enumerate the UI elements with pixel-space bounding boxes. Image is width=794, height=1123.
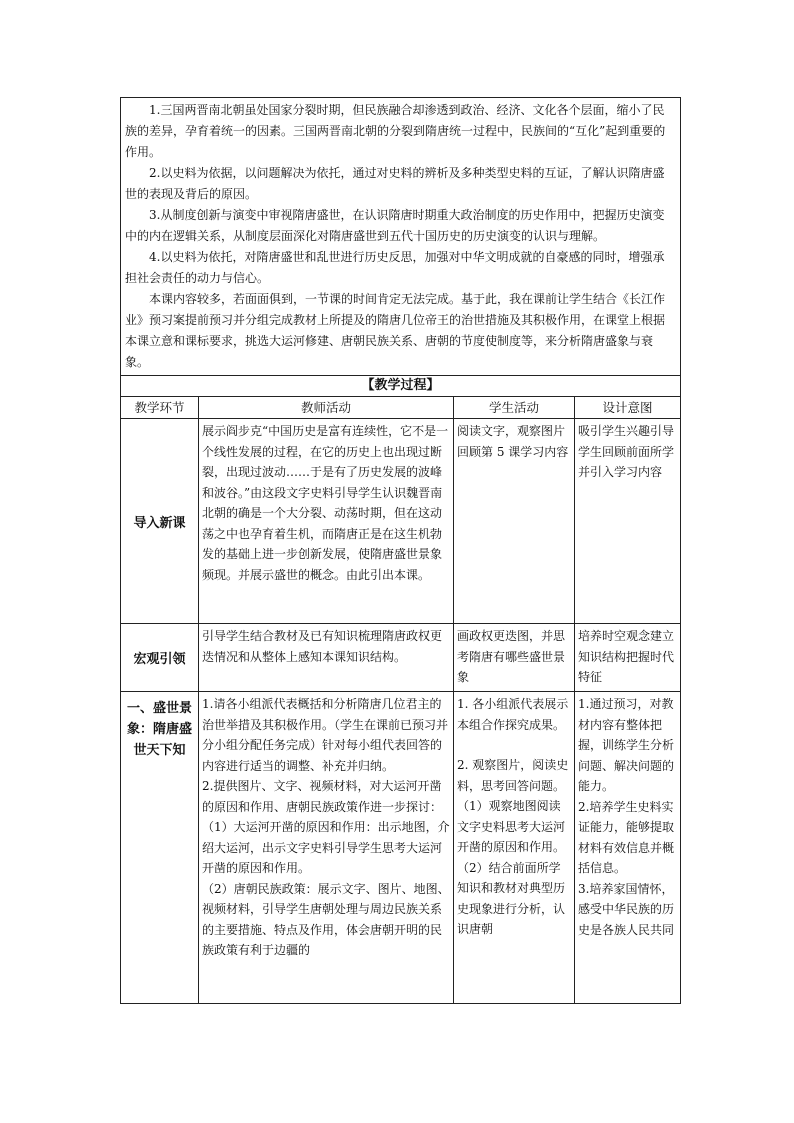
teacher-activity	[199, 419, 454, 624]
teacher-text: （1）大运河开凿的原因和作用：出示地图，介绍大运河，出示文字史料引导学生思考大运河开凿的原因和作用。	[202, 820, 450, 875]
lesson-note: 本课内容较多，若面面俱到，一节课的时间肯定无法完成。基于此，我在课前让学生结合《长江作业》预习案提前预习并分组完成教材上所提及的隋唐几位帝王的治世措施及其积极作用，在课堂上根据本课立意和课标要求，挑选大运河修建、唐朝民族关系、唐朝的节度使制度等，来分析隋唐盛象与衰象。	[125, 292, 666, 369]
teacher-text: 展示阎步克“中国历史是富有连续性，它不是一个线性发展的过程，在它的历史上也出现过断裂，出现过波动……于是有了历史发展的波峰和波谷。”由这段文字史料引导学生认识魏晋南北朝的确是一个大分裂、动荡时期，但在这动荡之中也孕育着生机，而隋唐正是在这生机勃发的基础上进一步创新发展，使隋唐盛世景象频现。并展示盛世的概念。由此引出本课。	[202, 424, 449, 582]
teacher-activity	[199, 624, 454, 692]
student-text: 阅读文字，观察图片	[457, 424, 566, 438]
lesson-plan-table	[120, 97, 681, 1004]
design-intent	[575, 624, 681, 692]
design-text: 1.通过预习，对教材内容有整体把握，训练学生分析问题、解决问题的能力。	[578, 697, 675, 793]
student-activity	[454, 624, 575, 692]
student-activity	[454, 419, 575, 624]
teacher-text: 1.请各小组派代表概括和分析隋唐几位君主的治世举措及其积极作用。（学生在课前已预习并分小组分配任务完成）针对每小组代表回答的内容进行适当的调整、补充并归纳。	[202, 697, 449, 773]
stage-text: 一、盛世景象：隋唐盛世天下知	[126, 701, 192, 758]
student-text: 1. 各小组派代表展示本组合作探究成果。	[457, 697, 569, 732]
design-intent	[575, 692, 681, 1004]
table-row	[121, 419, 681, 624]
teacher-text: 引导学生结合教材及已有知识梳理隋唐政权更迭情况和从整体上感知本课知识结构。	[202, 629, 443, 664]
goal-2: 2.以史料为依据，以问题解决为依托，通过对史料的辨析及多种类型史料的互证，了解认识隋唐盛世的表现及背后的原因。	[125, 166, 665, 201]
header-stage: 教学环节	[121, 397, 199, 419]
design-text: 吸引学生兴趣引导学生回顾前面所学并引入学习内容	[578, 424, 675, 479]
teacher-text: （2）唐朝民族政策：展示文字、图片、地图、视频材料，引导学生唐朝处理与周边民族关系的主要措施、特点及作用，体会唐朝开明的民族政策有利于边疆的	[202, 881, 450, 957]
stage-prosperity	[121, 692, 199, 1004]
design-text: 3.培养家国情怀，感受中华民族的历史是各族人民共同	[578, 881, 675, 937]
stage-overview: 宏观引领	[121, 624, 199, 692]
design-intent	[575, 419, 681, 624]
header-design: 设计意图	[575, 397, 681, 419]
stage-intro: 导入新课	[121, 419, 199, 624]
student-text: （1）观察地图阅读文字史料思考大运河开凿的原因和作用。	[457, 799, 566, 854]
table-row	[121, 692, 681, 1004]
table-header-row	[121, 397, 681, 419]
design-text: 2.培养学生史料实证能力，能够提取材料有效信息并概括信息。	[578, 799, 675, 875]
teacher-text: 2.提供图片、文字、视频材料，对大运河开凿的原因和作用、唐朝民族政策作进一步探讨：	[202, 779, 443, 814]
student-text: 回顾第 5 课学习内容	[457, 444, 569, 459]
goal-1: 1.三国两晋南北朝虽处国家分裂时期，但民族融合却渗透到政治、经济、文化各个层面，缩小了民族的差异，孕育着统一的因素。三国两晋南北朝的分裂到隋唐统一过程中，民族间的“互化”起到重要的作用。	[125, 103, 666, 159]
goal-4: 4.以史料为依托，对隋唐盛世和乱世进行历史反思，加强对中华文明成就的自豪感的同时，增强承担社会责任的动力与信心。	[125, 250, 665, 285]
student-text: （2）结合前面所学知识和教材对典型历史现象进行分析，认识唐朝	[457, 860, 566, 936]
student-text: 2. 观察图片，阅读史料，思考回答问题。	[457, 758, 569, 793]
student-text: 画政权更迭图，并思考隋唐有哪些盛世景象	[457, 629, 566, 684]
section-title: 【教学过程】	[121, 376, 681, 397]
teaching-goals-cell	[121, 98, 681, 376]
teacher-activity	[199, 692, 454, 1004]
goal-3: 3.从制度创新与演变中审视隋唐盛世，在认识隋唐时期重大政治制度的历史作用中，把握历史演变中的内在逻辑关系，从制度层面深化对隋唐盛世到五代十国历史的历史演变的认识与理解。	[125, 208, 665, 243]
spacer	[457, 735, 571, 755]
header-student: 学生活动	[454, 397, 575, 419]
design-text: 培养时空观念建立知识结构把握时代特征	[578, 629, 675, 684]
student-activity	[454, 692, 575, 1004]
table-row	[121, 624, 681, 692]
header-teacher: 教师活动	[199, 397, 454, 419]
